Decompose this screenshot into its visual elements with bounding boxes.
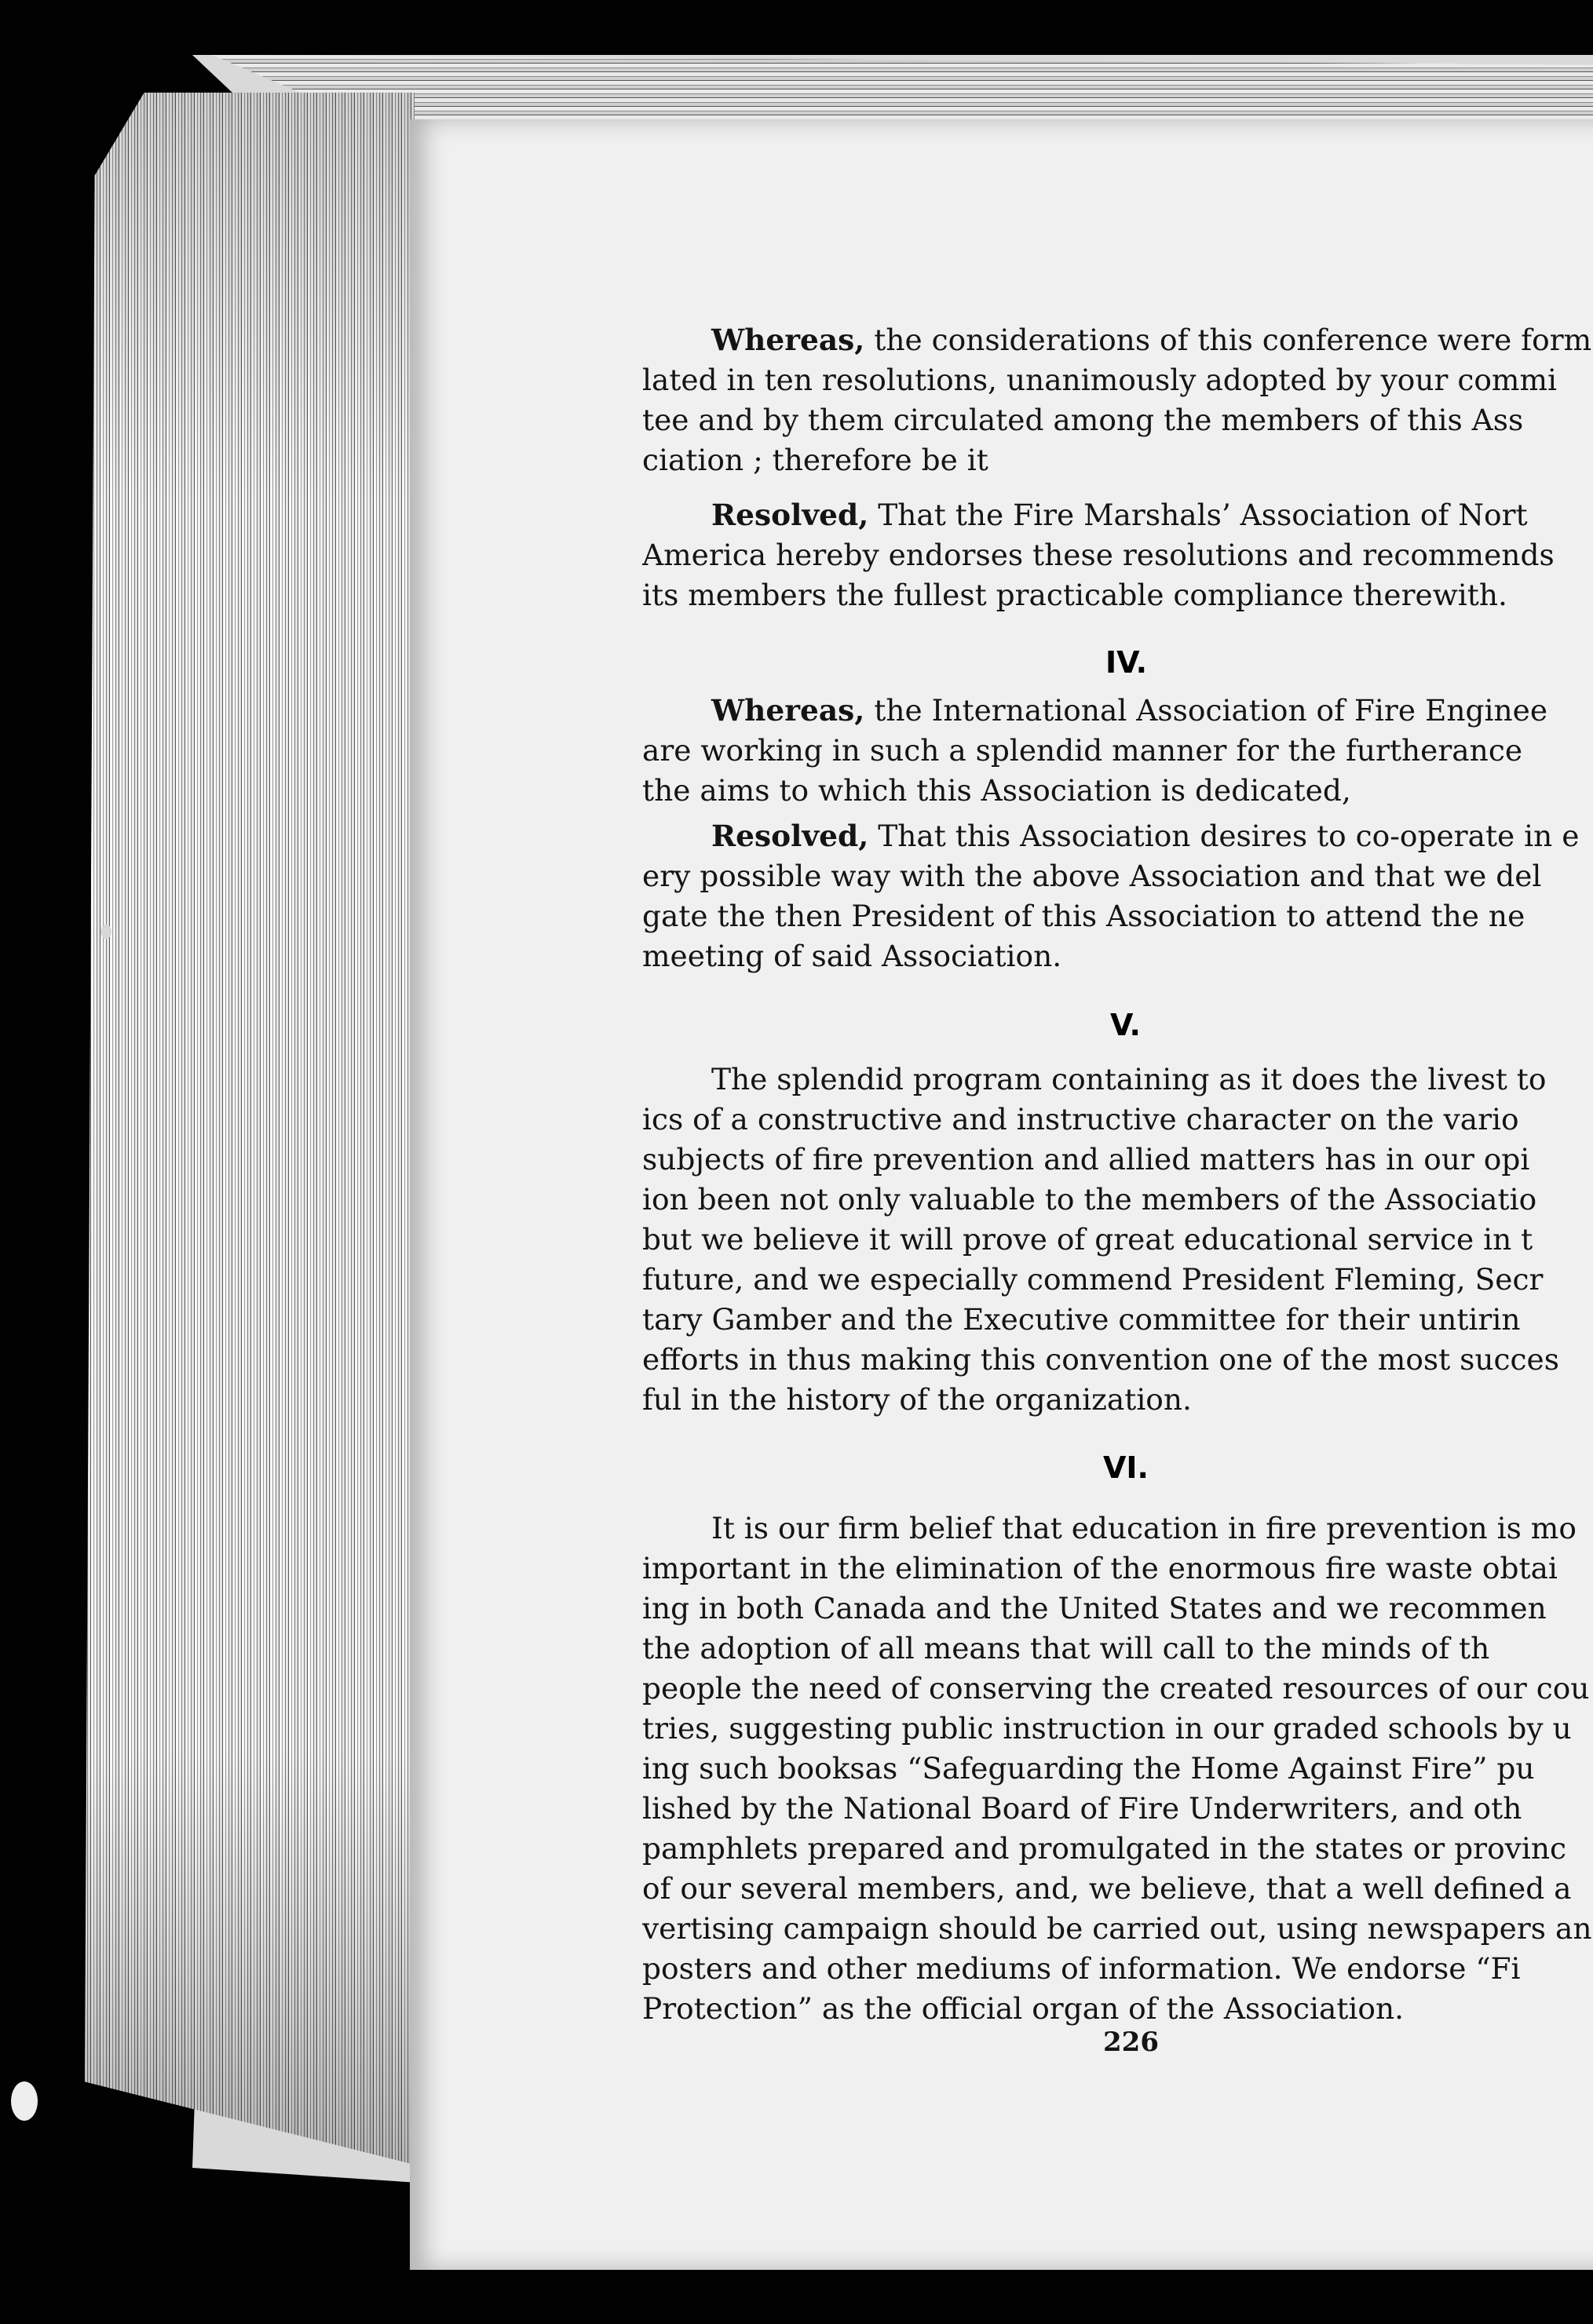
text-line: posters and other mediums of information. We endorse “Fi (642, 1951, 1521, 1986)
text-line: ery possible way with the above Association and that we del (642, 859, 1542, 893)
text-line: efforts in thus making this convention one of the most succes (642, 1342, 1559, 1377)
text-line: ion been not only valuable to the members of the Associatio (642, 1182, 1537, 1217)
text-line: America hereby endorses these resolutions and recommends (642, 538, 1555, 572)
text-line: ful in the history of the organization. (642, 1382, 1192, 1417)
section-heading-iv: IV. (1105, 645, 1148, 680)
dust-speck (100, 925, 111, 939)
resolution-resolved-fire-marshals (642, 495, 1593, 615)
text-line: The splendid program containing as it does the livest to (711, 1062, 1547, 1096)
text-line: tries, suggesting public instruction in our graded schools by u (642, 1711, 1572, 1746)
text-line: Resolved, That the Fire Marshals’ Association of Nort (711, 498, 1528, 532)
text-line: meeting of said Association. (642, 939, 1062, 973)
section-heading-v: V. (1110, 1008, 1141, 1042)
text-line: lished by the National Board of Fire Underwriters, and oth (642, 1791, 1522, 1826)
section-heading-vi: VI. (1103, 1450, 1149, 1485)
text-line: Whereas, the International Association of Fire Enginee (711, 693, 1548, 728)
book-top-page-edges (212, 55, 1593, 126)
section-v-paragraph (642, 1060, 1593, 1420)
page-number: 226 (1103, 2027, 1159, 2058)
text-line: Whereas, the considerations of this conference were form (711, 323, 1592, 357)
text-line: the aims to which this Association is dedicated, (642, 773, 1351, 808)
text-line: It is our firm belief that education in fire prevention is mo (711, 1511, 1577, 1545)
text-line: but we believe it will prove of great educational service in t (642, 1222, 1533, 1257)
text-line: ing in both Canada and the United States and we recommen (642, 1591, 1547, 1625)
text-line: future, and we especially commend President Fleming, Secr (642, 1262, 1544, 1297)
section-iv-whereas (642, 691, 1593, 811)
text-line: subjects of fire prevention and allied matters has in our opi (642, 1142, 1530, 1177)
text-line: people the need of conserving the created resources of our cou (642, 1671, 1590, 1706)
text-line: are working in such a splendid manner for the furtherance (642, 733, 1523, 768)
section-iv-resolved (642, 816, 1593, 976)
text-line: tee and by them circulated among the members of this Ass (642, 403, 1524, 437)
section-vi-paragraph (642, 1509, 1593, 2029)
text-line: lated in ten resolutions, unanimously adopted by your commi (642, 363, 1558, 397)
text-line: important in the elimination of the enormous fire waste obtai (642, 1551, 1558, 1585)
text-line: ciation ; therefore be it (642, 443, 988, 477)
text-line: pamphlets prepared and promulgated in the states or provinc (642, 1831, 1566, 1866)
text-line: Protection” as the official organ of the Association. (642, 1991, 1405, 2026)
text-line: vertising campaign should be carried out, using newspapers an (642, 1911, 1592, 1946)
text-line: Resolved, That this Association desires to co-operate in e (711, 819, 1580, 853)
resolution-whereas-conference (642, 320, 1593, 480)
page-corner-glare (11, 2081, 38, 2121)
text-line: ing such booksas “Safeguarding the Home Against Fire” pu (642, 1751, 1535, 1786)
text-line: the adoption of all means that will call to the minds of th (642, 1631, 1490, 1665)
text-line: tary Gamber and the Executive committee for their untirin (642, 1302, 1521, 1337)
text-line: its members the fullest practicable compliance therewith. (642, 578, 1507, 612)
text-line: ics of a constructive and instructive character on the vario (642, 1102, 1519, 1136)
text-line: of our several members, and, we believe, that a well defined a (642, 1871, 1572, 1906)
text-line: gate the then President of this Association to attend the ne (642, 899, 1525, 933)
